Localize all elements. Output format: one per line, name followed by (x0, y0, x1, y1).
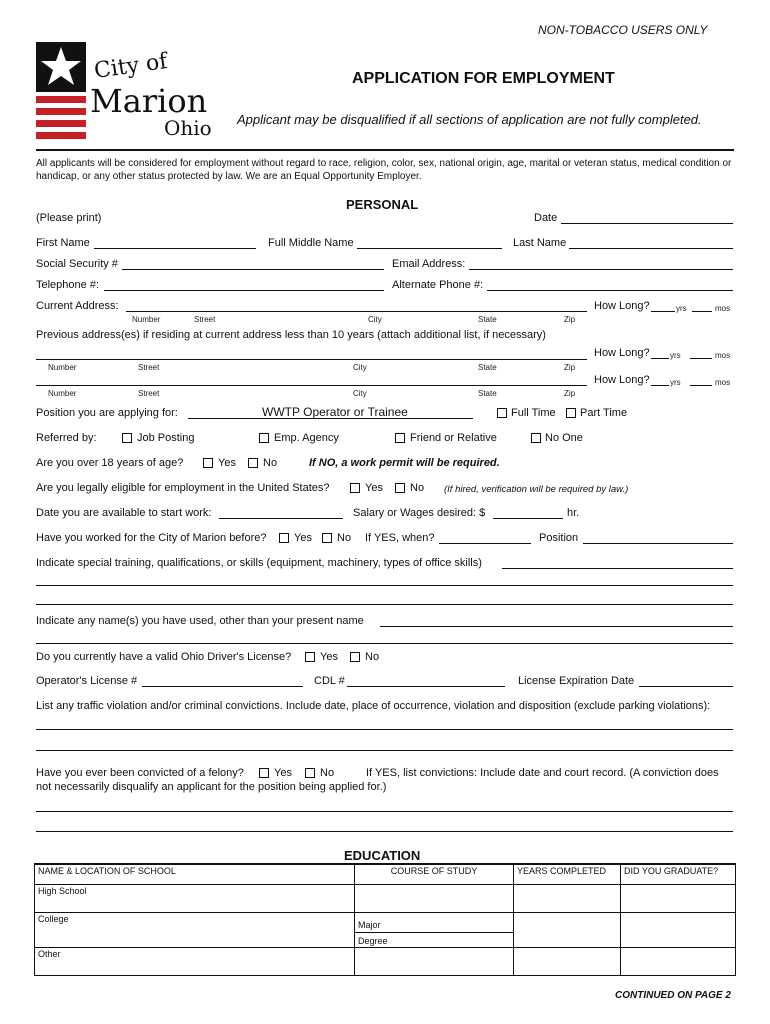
job-posting-label: Job Posting (137, 432, 195, 444)
start-date-label: Date you are available to start work: (36, 507, 212, 519)
yes-label: Yes (294, 532, 312, 544)
referred-by-label: Referred by: (36, 432, 97, 444)
current-address-label: Current Address: (36, 300, 119, 312)
middle-name-label: Full Middle Name (268, 237, 354, 249)
job-posting-checkbox[interactable] (122, 433, 132, 443)
column-header: YEARS COMPLETED (514, 864, 621, 884)
license-question: Do you currently have a valid Ohio Driver's License? (36, 651, 292, 663)
salary-label: Salary or Wages desired: $ (353, 507, 486, 519)
mos-label: mos (715, 378, 731, 387)
current-months-field[interactable] (692, 311, 712, 312)
felony-line-1[interactable] (36, 811, 733, 812)
first-name-field[interactable] (94, 248, 256, 249)
eligible-label: Are you legally eligible for employment in the United States? (36, 482, 330, 494)
violations-label: List any traffic violation and/or criminal convictions. Include date, place of occurrence, violation and disposition (exclude parking violations): (36, 700, 711, 712)
if-yes-when-label: If YES, when? (365, 532, 435, 544)
ssn-label: Social Security # (36, 258, 118, 270)
date-field[interactable] (561, 223, 733, 224)
worked-before-no-checkbox[interactable] (322, 533, 332, 543)
no-label: No (263, 457, 278, 469)
other-names-line-2[interactable] (36, 643, 733, 644)
years-cell[interactable] (514, 947, 621, 975)
other-names-label: Indicate any name(s) you have used, other than your present name (36, 615, 364, 627)
over-18-no-checkbox[interactable] (248, 458, 258, 468)
prev2-years-field[interactable] (651, 385, 669, 386)
mos-label: mos (715, 351, 731, 360)
logo-text-ohio: Ohio (164, 116, 212, 140)
friend-relative-checkbox[interactable] (395, 433, 405, 443)
star-icon (36, 42, 86, 92)
prev1-years-field[interactable] (651, 358, 669, 359)
years-cell[interactable] (514, 884, 621, 912)
city-logo (36, 42, 216, 146)
column-header: DID YOU GRADUATE? (621, 864, 736, 884)
sub-state: State (478, 315, 497, 324)
worked-before-yes-checkbox[interactable] (279, 533, 289, 543)
no-label: No (337, 532, 352, 544)
felony-note-line2: not necessarily disqualify an applicant for the position being applied for.) (36, 781, 387, 793)
prior-position-field[interactable] (583, 543, 733, 544)
part-time-checkbox[interactable] (566, 408, 576, 418)
license-exp-field[interactable] (639, 686, 733, 687)
work-permit-note: If NO, a work permit will be required. (309, 457, 500, 469)
felony-line-2[interactable] (36, 831, 733, 832)
current-address-field[interactable] (126, 311, 587, 312)
please-print-label: (Please print) (36, 212, 102, 224)
no-one-checkbox[interactable] (531, 433, 541, 443)
row-label-other[interactable]: Other (35, 947, 355, 975)
graduate-cell[interactable] (621, 947, 736, 975)
yes-label: Yes (320, 651, 338, 663)
license-exp-label: License Expiration Date (518, 675, 635, 687)
mos-label: mos (715, 304, 731, 313)
felony-note-line1: If YES, list convictions: Include date and court record. (A conviction does (366, 767, 719, 779)
sub-street: Street (138, 389, 160, 398)
operators-license-label: Operator's License # (36, 675, 138, 687)
previous-address-label: Previous address(es) if residing at current address less than 10 years (attach additional list, if necessary) (36, 329, 546, 341)
worked-before-label: Have you worked for the City of Marion before? (36, 532, 267, 544)
previous-address-2-field[interactable] (36, 385, 587, 386)
sub-city: City (353, 363, 367, 372)
last-name-field[interactable] (569, 248, 733, 249)
sub-state: State (478, 389, 497, 398)
telephone-field[interactable] (104, 290, 384, 291)
prev1-months-field[interactable] (690, 358, 712, 359)
ssn-field[interactable] (122, 269, 384, 270)
no-label: No (365, 651, 380, 663)
prev2-months-field[interactable] (690, 385, 712, 386)
violations-line-2[interactable] (36, 750, 733, 751)
position-label: Position you are applying for: (36, 407, 178, 419)
personal-heading: PERSONAL (346, 197, 419, 212)
yrs-label: yrs (676, 304, 687, 313)
no-one-label: No One (545, 432, 583, 444)
no-label: No (410, 482, 425, 494)
part-time-label: Part Time (580, 407, 628, 419)
current-years-field[interactable] (651, 311, 675, 312)
sub-zip: Zip (564, 363, 576, 372)
sub-street: Street (138, 363, 160, 372)
row-label-high-school[interactable]: High School (35, 884, 355, 912)
training-line-3[interactable] (36, 604, 733, 605)
course-cell[interactable] (355, 884, 514, 912)
first-name-label: First Name (36, 237, 90, 249)
hr-label: hr. (567, 507, 580, 519)
how-long-label: How Long? (594, 347, 650, 359)
telephone-label: Telephone #: (36, 279, 99, 291)
operators-license-field[interactable] (142, 686, 303, 687)
graduate-cell[interactable] (621, 912, 736, 947)
friend-relative-label: Friend or Relative (410, 432, 497, 444)
salary-field[interactable] (493, 518, 563, 519)
training-field[interactable] (502, 568, 733, 569)
full-time-checkbox[interactable] (497, 408, 507, 418)
felony-yes-checkbox[interactable] (259, 768, 269, 778)
license-no-checkbox[interactable] (350, 652, 360, 662)
sub-zip: Zip (564, 315, 576, 324)
logo-text-city: City of (92, 49, 169, 84)
major-label: Major (355, 913, 513, 933)
form-title: APPLICATION FOR EMPLOYMENT (352, 70, 615, 87)
full-time-label: Full Time (511, 407, 556, 419)
degree-label: Degree (358, 935, 388, 946)
felony-label: Have you ever been convicted of a felony? (36, 767, 244, 779)
yes-label: Yes (274, 767, 292, 779)
email-field[interactable] (469, 269, 733, 270)
eligible-yes-checkbox[interactable] (350, 483, 360, 493)
yrs-label: yrs (670, 351, 681, 360)
date-label: Date (534, 212, 558, 224)
years-cell[interactable] (514, 912, 621, 947)
start-date-field[interactable] (219, 518, 343, 519)
previous-address-1-field[interactable] (36, 359, 587, 360)
sub-street: Street (194, 315, 216, 324)
position-value: WWTP Operator or Trainee (262, 405, 408, 419)
sub-city: City (368, 315, 382, 324)
how-long-label: How Long? (594, 300, 650, 312)
yes-label: Yes (218, 457, 236, 469)
violations-line-1[interactable] (36, 729, 733, 730)
how-long-label: How Long? (594, 374, 650, 386)
middle-name-field[interactable] (357, 248, 502, 249)
alt-phone-label: Alternate Phone #: (392, 279, 484, 291)
last-name-label: Last Name (513, 237, 567, 249)
sub-zip: Zip (564, 389, 576, 398)
course-cell[interactable] (355, 947, 514, 975)
continued-note: CONTINUED ON PAGE 2 (615, 990, 731, 1001)
non-tobacco-note: NON-TOBACCO USERS ONLY (538, 23, 708, 37)
education-table (34, 863, 736, 976)
sub-number: Number (48, 363, 77, 372)
over-18-label: Are you over 18 years of age? (36, 457, 184, 469)
verification-note: (If hired, verification will be required by law.) (444, 484, 629, 495)
other-names-field[interactable] (380, 626, 733, 627)
education-heading: EDUCATION (344, 848, 421, 863)
row-label-college[interactable]: College (35, 912, 355, 947)
column-header: COURSE OF STUDY (355, 864, 514, 884)
license-yes-checkbox[interactable] (305, 652, 315, 662)
logo-text-marion: Marion (90, 82, 208, 120)
yrs-label: yrs (670, 378, 681, 387)
sub-number: Number (48, 389, 77, 398)
sub-number: Number (132, 315, 161, 324)
alt-phone-field[interactable] (487, 290, 733, 291)
cdl-field[interactable] (347, 686, 505, 687)
course-cell[interactable] (355, 912, 514, 947)
training-line-2[interactable] (36, 585, 733, 586)
training-label: Indicate special training, qualifications, or skills (equipment, machinery, types of office skills) (36, 557, 482, 569)
felony-no-checkbox[interactable] (305, 768, 315, 778)
cdl-label: CDL # (314, 675, 345, 687)
eeo-statement: All applicants will be considered for employment without regard to race, religion, color, sex, national origin, age, marital or veteran status, medical condition or handicap, or any other status protected by law. We are an Equal Opportunity Employer. (36, 158, 732, 182)
emp-agency-label: Emp. Agency (274, 432, 339, 444)
over-18-yes-checkbox[interactable] (203, 458, 213, 468)
when-field[interactable] (439, 543, 531, 544)
eligible-no-checkbox[interactable] (395, 483, 405, 493)
header-divider (36, 149, 734, 151)
emp-agency-checkbox[interactable] (259, 433, 269, 443)
sub-city: City (353, 389, 367, 398)
form-subtitle: Applicant may be disqualified if all sections of application are not fully completed. (237, 112, 702, 127)
column-header: NAME & LOCATION OF SCHOOL (35, 864, 355, 884)
graduate-cell[interactable] (621, 884, 736, 912)
yes-label: Yes (365, 482, 383, 494)
prior-position-label: Position (539, 532, 579, 544)
email-label: Email Address: (392, 258, 466, 270)
sub-state: State (478, 363, 497, 372)
no-label: No (320, 767, 335, 779)
